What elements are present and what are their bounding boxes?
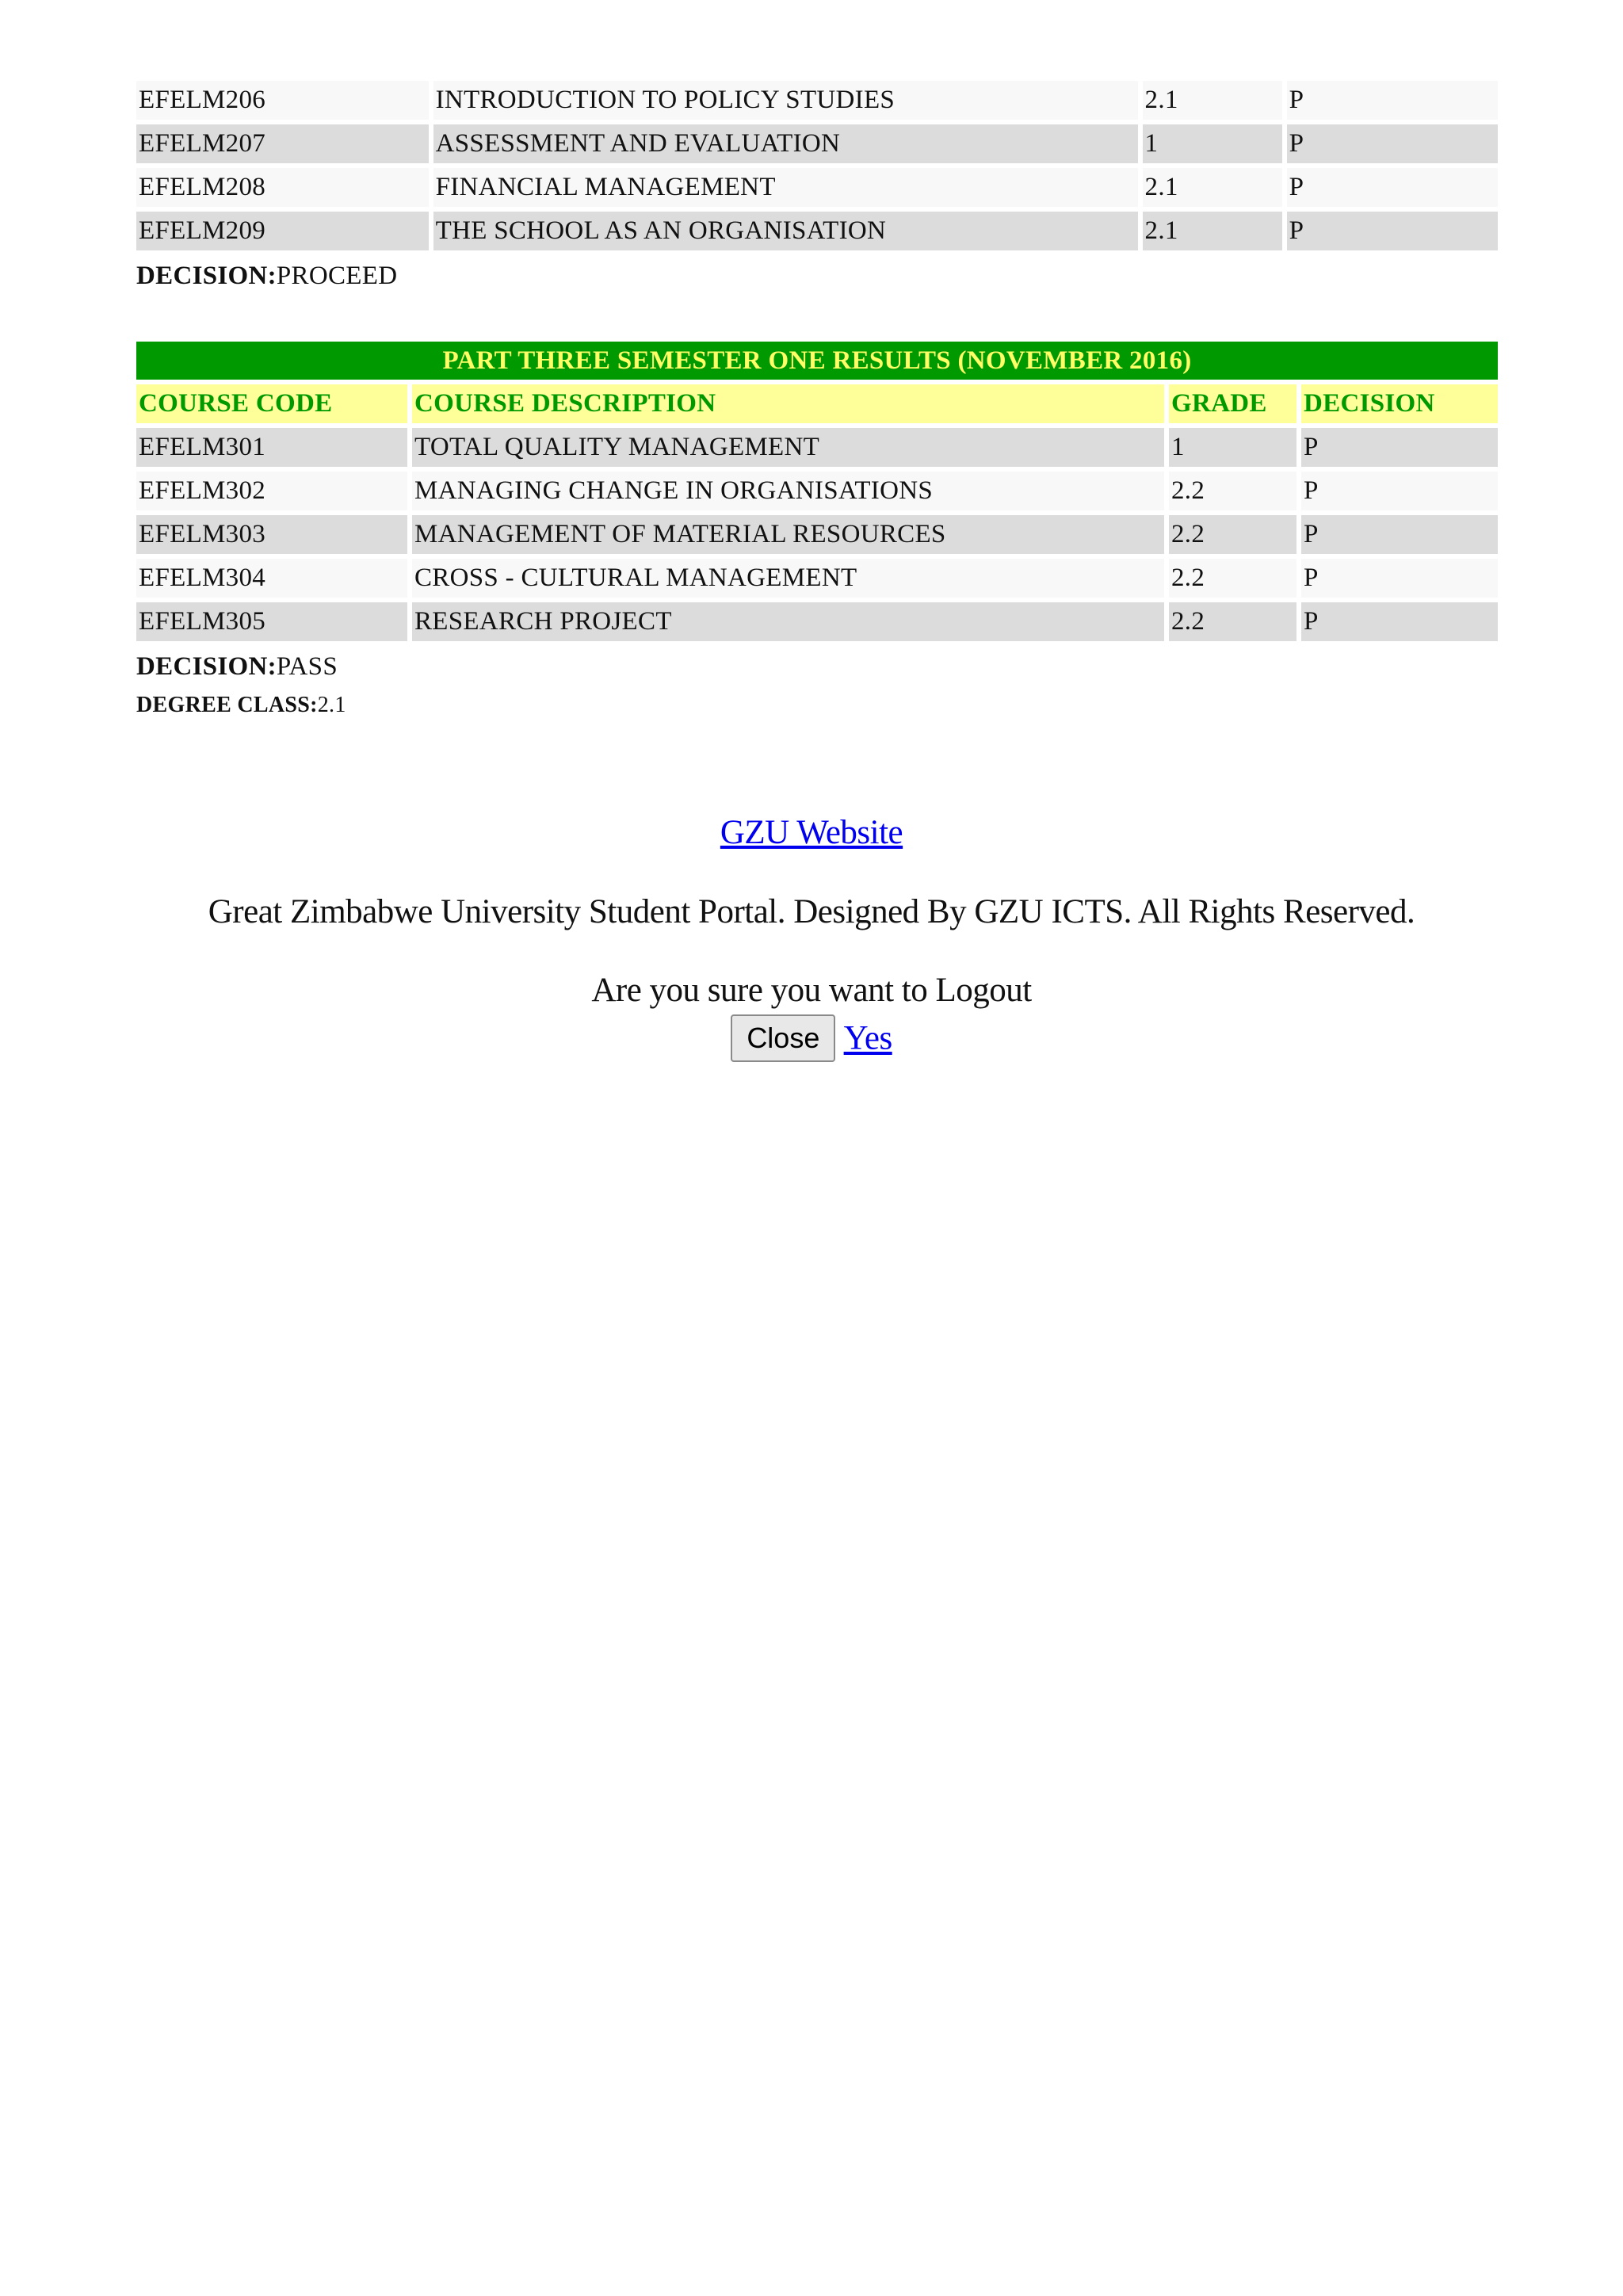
course-code-cell: EFELM302 (136, 472, 407, 510)
course-description-cell: ASSESSMENT AND EVALUATION (433, 124, 1138, 163)
grade-cell: 2.2 (1169, 472, 1296, 510)
decision-cell: P (1287, 124, 1498, 163)
decision-value: PROCEED (276, 262, 398, 290)
grade-cell: 1 (1169, 428, 1296, 467)
course-code-cell: EFELM304 (136, 559, 407, 598)
decision-cell: P (1287, 168, 1498, 207)
course-code-cell: EFELM301 (136, 428, 407, 467)
header-decision: DECISION (1301, 384, 1498, 423)
course-description-cell: MANAGEMENT OF MATERIAL RESOURCES (412, 515, 1164, 554)
table-row (136, 428, 1498, 467)
header-course-code: COURSE CODE (136, 384, 407, 423)
grade-cell: 2.1 (1143, 168, 1282, 207)
part-two-decision (136, 262, 1498, 291)
course-code-cell: EFELM305 (136, 602, 407, 641)
table-header-row (136, 384, 1498, 423)
degree-class-label: DEGREE CLASS: (136, 693, 318, 717)
table-row (136, 602, 1498, 641)
table-row (136, 168, 1498, 207)
header-course-description: COURSE DESCRIPTION (412, 384, 1164, 423)
part-three-decision (136, 652, 1498, 682)
degree-class (136, 693, 1498, 718)
decision-cell: P (1301, 515, 1498, 554)
table-title-row (136, 342, 1498, 380)
course-description-cell: FINANCIAL MANAGEMENT (433, 168, 1138, 207)
course-description-cell: TOTAL QUALITY MANAGEMENT (412, 428, 1164, 467)
grade-cell: 2.2 (1169, 559, 1296, 598)
course-description-cell: INTRODUCTION TO POLICY STUDIES (433, 81, 1138, 120)
course-code-cell: EFELM206 (136, 81, 429, 120)
gzu-website-link[interactable]: GZU Website (720, 814, 903, 851)
course-description-cell: RESEARCH PROJECT (412, 602, 1164, 641)
decision-cell: P (1301, 559, 1498, 598)
table-row (136, 212, 1498, 250)
decision-label: DECISION: (136, 652, 277, 681)
footer-copyright: Great Zimbabwe University Student Portal. Designed By GZU ICTS. All Rights Reserved. (208, 893, 1415, 930)
table-row (136, 515, 1498, 554)
part-two-results-table (132, 76, 1503, 255)
course-code-cell: EFELM207 (136, 124, 429, 163)
decision-cell: P (1287, 212, 1498, 250)
table-row (136, 81, 1498, 120)
decision-cell: P (1301, 428, 1498, 467)
table-row (136, 559, 1498, 598)
grade-cell: 2.2 (1169, 515, 1296, 554)
table-row (136, 124, 1498, 163)
logout-actions (0, 1014, 1623, 1062)
results-page (136, 76, 1498, 718)
grade-cell: 2.2 (1169, 602, 1296, 641)
decision-cell: P (1287, 81, 1498, 120)
grade-cell: 2.1 (1143, 81, 1282, 120)
table-title: PART THREE SEMESTER ONE RESULTS (NOVEMBER 2016) (136, 342, 1498, 380)
yes-link[interactable]: Yes (843, 1019, 892, 1057)
logout-prompt: Are you sure you want to Logout (591, 972, 1032, 1009)
course-description-cell: THE SCHOOL AS AN ORGANISATION (433, 212, 1138, 250)
footer-website (0, 813, 1623, 852)
close-button[interactable]: Close (731, 1014, 835, 1062)
degree-class-value: 2.1 (317, 693, 346, 717)
course-code-cell: EFELM208 (136, 168, 429, 207)
header-grade: GRADE (1169, 384, 1296, 423)
course-code-cell: EFELM303 (136, 515, 407, 554)
decision-label: DECISION: (136, 262, 277, 290)
grade-cell: 1 (1143, 124, 1282, 163)
course-description-cell: CROSS - CULTURAL MANAGEMENT (412, 559, 1164, 598)
part-three-results-table (132, 337, 1503, 646)
table-row (136, 472, 1498, 510)
decision-cell: P (1301, 602, 1498, 641)
course-code-cell: EFELM209 (136, 212, 429, 250)
grade-cell: 2.1 (1143, 212, 1282, 250)
decision-cell: P (1301, 472, 1498, 510)
decision-value: PASS (276, 652, 338, 681)
course-description-cell: MANAGING CHANGE IN ORGANISATIONS (412, 472, 1164, 510)
